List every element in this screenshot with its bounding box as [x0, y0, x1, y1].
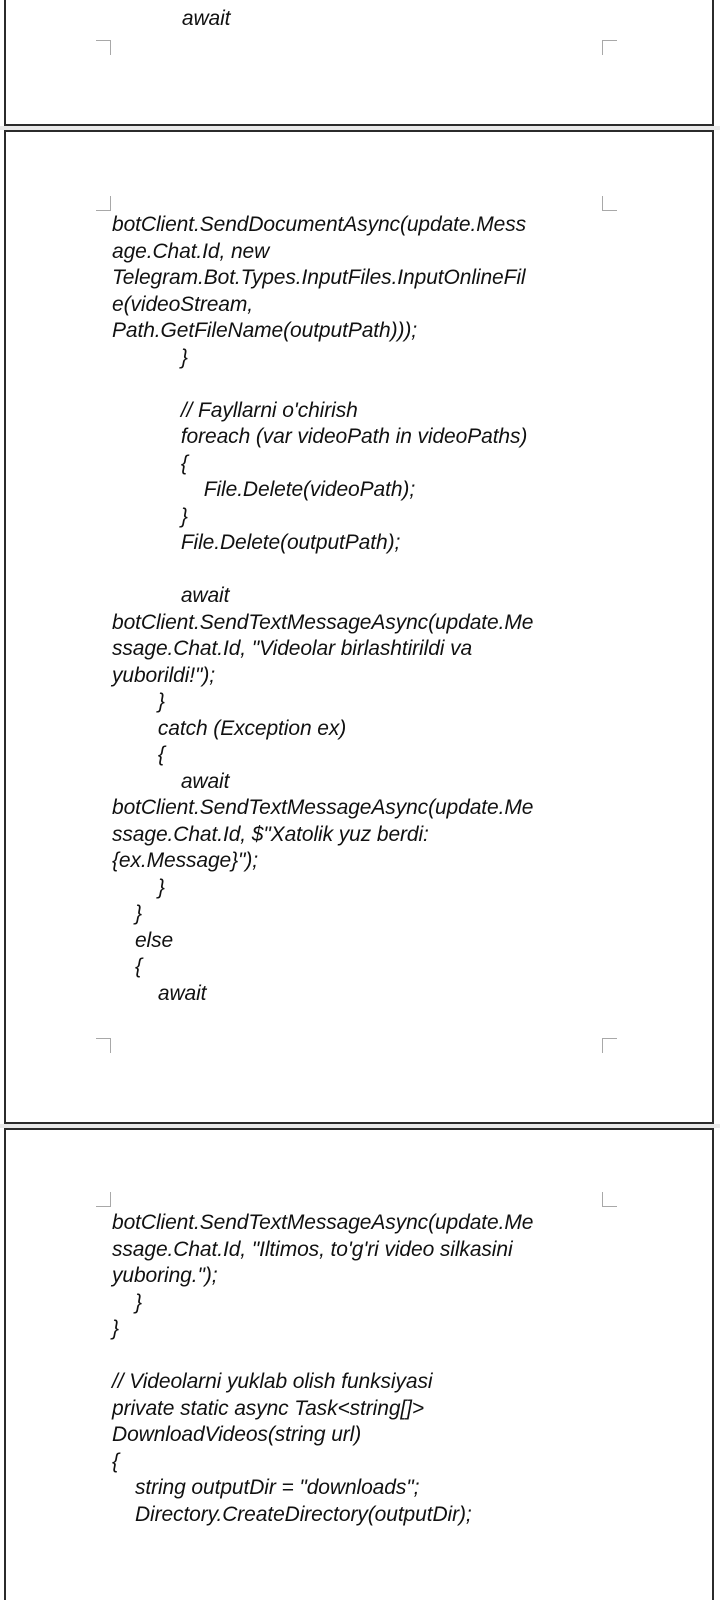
- code-line: botClient.SendTextMessageAsync(update.Me: [112, 1211, 534, 1234]
- code-line: e(videoStream,: [112, 292, 253, 316]
- code-line: // Videolarni yuklab olish funksiyasi: [112, 1370, 433, 1393]
- code-line: catch (Exception ex): [112, 716, 347, 740]
- code-line: }: [112, 1290, 142, 1314]
- code-line: await: [112, 981, 207, 1005]
- code-line: botClient.SendTextMessageAsync(update.Me: [112, 610, 534, 634]
- page-corner-mark: [602, 1038, 617, 1053]
- code-line: Telegram.Bot.Types.InputFiles.InputOnlineFil: [112, 266, 526, 289]
- code-line: {ex.Message}");: [112, 849, 259, 872]
- code-line: {: [112, 955, 142, 978]
- code-line: [112, 557, 612, 584]
- code-line: yuboring.");: [112, 1264, 218, 1287]
- code-line: await: [136, 7, 231, 30]
- document-page-3: [4, 1128, 714, 1600]
- code-line: {: [112, 451, 188, 475]
- code-line: [112, 1343, 612, 1370]
- code-line: File.Delete(outputPath);: [112, 531, 401, 554]
- code-line: ssage.Chat.Id, "Iltimos, to'g'ri video silkasini: [112, 1237, 513, 1261]
- code-line: // Fayllarni o'chirish: [112, 398, 358, 422]
- code-line: }: [112, 345, 188, 369]
- code-line: foreach (var videoPath in videoPaths): [112, 425, 528, 448]
- code-line: }: [112, 875, 165, 899]
- code-line: }: [112, 690, 165, 713]
- page-corner-mark: [602, 40, 617, 55]
- page-corner-mark: [96, 1038, 111, 1053]
- code-block: [136, 6, 636, 33]
- code-line: {: [112, 1449, 119, 1473]
- code-line: age.Chat.Id, new: [112, 239, 270, 263]
- code-line: }: [112, 902, 142, 925]
- code-line: {: [112, 743, 165, 766]
- code-line: botClient.SendDocumentAsync(update.Mess: [112, 213, 526, 236]
- code-line: ssage.Chat.Id, $"Xatolik yuz berdi:: [112, 822, 429, 846]
- code-line: else: [112, 928, 174, 952]
- page-corner-mark: [96, 196, 111, 211]
- code-line: await: [112, 584, 230, 607]
- page-corner-mark: [96, 40, 111, 55]
- page-corner-mark: [96, 1192, 111, 1207]
- code-line: Path.GetFileName(outputPath)));: [112, 319, 418, 342]
- code-line: private static async Task<string[]>: [112, 1396, 425, 1420]
- code-line: Directory.CreateDirectory(outputDir);: [112, 1502, 472, 1526]
- page-corner-mark: [602, 196, 617, 211]
- code-line: [112, 371, 612, 398]
- code-block: [112, 212, 612, 1007]
- page-corner-mark: [602, 1192, 617, 1207]
- document-page-2: [4, 130, 714, 1124]
- code-line: DownloadVideos(string url): [112, 1423, 362, 1446]
- code-line: string outputDir = "downloads";: [112, 1476, 420, 1499]
- document-page-1: [4, 0, 714, 126]
- code-line: }: [112, 1317, 119, 1340]
- code-line: ssage.Chat.Id, "Videolar birlashtirildi va: [112, 637, 473, 660]
- code-line: }: [112, 504, 188, 528]
- code-block: [112, 1210, 612, 1528]
- code-line: File.Delete(videoPath);: [112, 478, 416, 501]
- code-line: yuborildi!");: [112, 663, 216, 687]
- code-line: await: [112, 769, 230, 793]
- code-line: botClient.SendTextMessageAsync(update.Me: [112, 796, 534, 819]
